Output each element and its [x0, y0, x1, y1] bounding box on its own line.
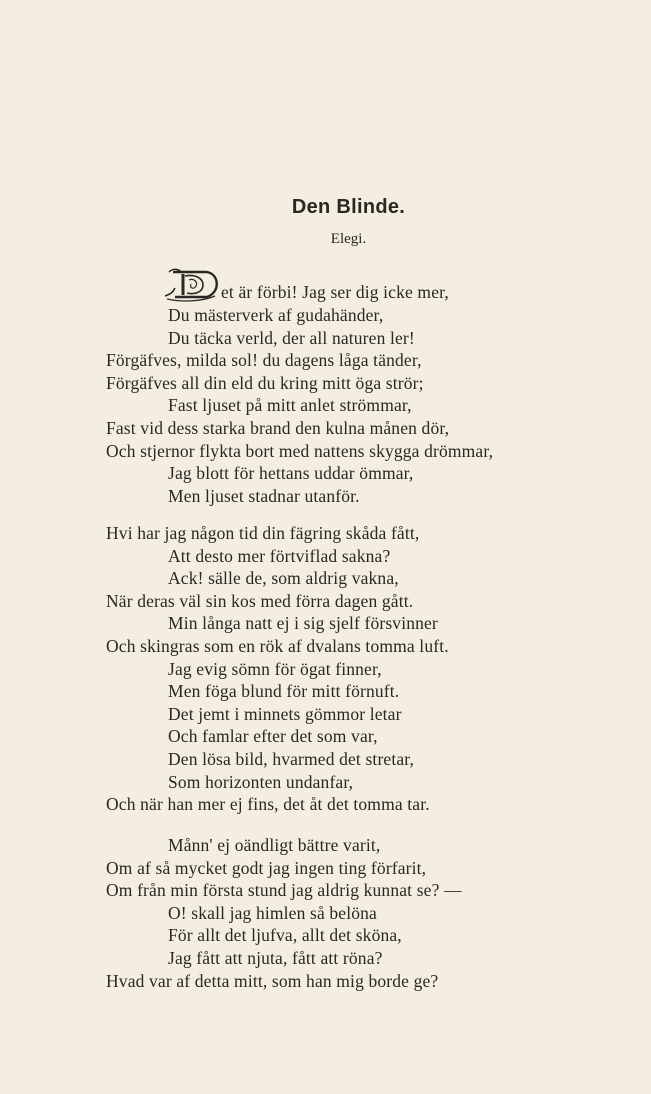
poem-line: Förgäfves all din eld du kring mitt öga strör;: [106, 372, 424, 393]
poem-line: Och stjernor flykta bort med nattens skygga drömmar,: [106, 440, 494, 461]
poem-line-first: et är förbi! Jag ser dig icke mer,: [221, 282, 449, 302]
poem-line: Fast vid dess starka brand den kulna månen dör,: [106, 418, 450, 438]
poem-title: Den Blinde.: [291, 196, 406, 218]
poem-line: För allt det ljufva, allt det sköna,: [168, 925, 402, 946]
poem-line: Hvi har jag någon tid din fägring skåda fått,: [106, 523, 420, 543]
poem-line: Jag blott för hettans uddar ömmar,: [168, 463, 414, 484]
poem-line: Fast ljuset på mitt anlet strömmar,: [168, 395, 412, 416]
ornamental-dropcap-d: [161, 266, 221, 302]
poem-subtitle: Elegi.: [330, 231, 367, 247]
poem-line: Om från min första stund jag aldrig kunnat se? —: [106, 880, 462, 901]
poem-line: Att desto mer förtviflad sakna?: [168, 545, 391, 566]
poem-line: Och famlar efter det som var,: [168, 726, 378, 747]
poem-line: Hvad var af detta mitt, som han mig borde ge?: [106, 970, 439, 991]
poem-line: Men ljuset stadnar utanför.: [168, 485, 360, 506]
poem-line: Förgäfves, milda sol! du dagens låga tänder,: [106, 350, 422, 371]
poem-line: Du täcka verld, der all naturen ler!: [168, 327, 415, 348]
poem-line: Det jemt i minnets gömmor letar: [168, 703, 402, 724]
poem-line: När deras väl sin kos med förra dagen gått.: [106, 590, 414, 611]
poem-line: Om af så mycket godt jag ingen ting förfarit,: [106, 857, 427, 878]
poem-line: Månn' ej oändligt bättre varit,: [168, 835, 381, 855]
poem-line: Och när han mer ej fins, det åt det tomma tar.: [106, 794, 430, 815]
poem-line: Den lösa bild, hvarmed det stretar,: [168, 749, 415, 769]
poem-line: Som horizonten undanfar,: [168, 771, 354, 792]
poem-line: O! skall jag himlen så belöna: [168, 902, 377, 923]
poem-line: Ack! sälle de, som aldrig vakna,: [168, 568, 399, 589]
poem-line: Du mästerverk af gudahänder,: [168, 305, 384, 325]
poem-line: Och skingras som en rök af dvalans tomma luft.: [106, 636, 449, 656]
poem-line: Jag fått att njuta, fått att röna?: [168, 948, 383, 968]
poem-line: Men föga blund för mitt förnuft.: [168, 681, 400, 702]
poem-line: Jag evig sömn för ögat finner,: [168, 658, 382, 679]
poem-line: Min långa natt ej i sig sjelf försvinner: [168, 613, 438, 634]
